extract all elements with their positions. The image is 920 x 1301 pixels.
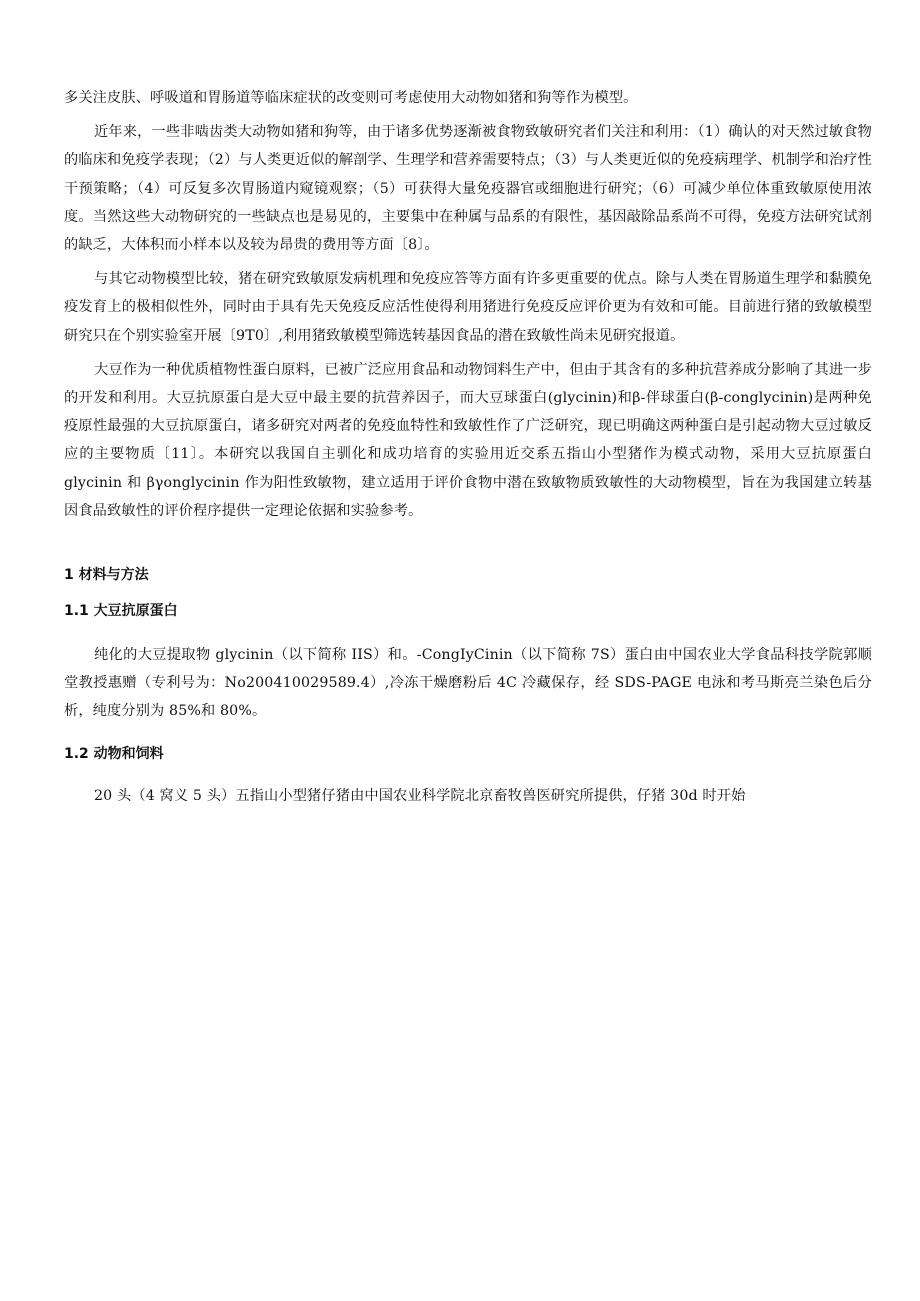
paragraph-animals: 20 头（4 窝义 5 头）五指山小型猪仔猪由中国农业科学院北京畜牧兽医研究所提供，仔猪 30d 时开始 [94,787,746,804]
subsection-heading-animals-feed: 1.2 动物和饲料 [64,745,164,762]
section-heading-materials-methods: 1 材料与方法 [64,567,149,584]
subsection-heading-soy-antigen: 1.1 大豆抗原蛋白 [64,603,178,620]
paragraph-pig-model: 与其它动物模型比较，猪在研究致敏原发病机理和免疫应答等方面有许多更重要的优点。除与人类在胃肠道生理学和黏膜免疫发育上的极相似性外，同时由于具有先天免疫反应活性使得利用猪进行免疫反应评价更为有效和可能。目前进行猪的致敏模型研究只在个别实验室开展〔9T0〕,利用猪致敏模型筛选转基因食品的潜在致敏性尚未见研究报道。 [64,271,872,344]
paragraph-large-animals: 近年来，一些非啮齿类大动物如猪和狗等，由于诸多优势逐渐被食物致敏研究者们关注和利用：（1）确认的对天然过敏食物的临床和免疫学表现；（2）与人类更近似的解剖学、生理学和营养需要特点；（3）与人类更近似的免疫病理学、机制学和治疗性干预策略；（4）可反复多次胃肠道内窥镜观察；（5）可获得大量免疫器官或细胞进行研究；（6）可减少单位体重致敏原使用浓度。当然这些大动物研究的一些缺点也是易见的，主要集中在种属与品系的有限性，基因敲除品系尚不可得，免疫方法研究试剂的缺乏，大体积而小样本以及较为昂贵的费用等方面〔8〕。 [64,124,872,254]
document-page [64,84,872,810]
paragraph-soybean: 大豆作为一种优质植物性蛋白原料，已被广泛应用食品和动物饲料生产中，但由于其含有的多种抗营养成分影响了其进一步的开发和利用。大豆抗原蛋白是大豆中最主要的抗营养因子，而大豆球蛋白(glycinin)和β-伴球蛋白(β-conglycinin)是两种免疫原性最强的大豆抗原蛋白，诸多研究对两者的免疫血特性和致敏性作了广泛研究，现已明确这两种蛋白是引起动物大豆过敏反应的主要物质〔11〕。本研究以我国自主驯化和成功培育的实验用近交系五指山小型猪作为模式动物，采用大豆抗原蛋白 glycinin 和 βγonglycinin 作为阳性致敏物，建立适用于评价食物中潜在致敏物质致敏性的大动物模型，旨在为我国建立转基因食品致敏性的评价程序提供一定理论依据和实验参考。 [64,361,872,519]
paragraph-continuation: 多关注皮肤、呼吸道和胃肠道等临床症状的改变则可考虑使用大动物如猪和狗等作为模型。 [64,90,638,106]
paragraph-protein-source: 纯化的大豆提取物 glycinin（以下简称 IIS）和。-CongIyCinin（以下简称 7S）蛋白由中国农业大学食品科技学院郭顺堂教授惠赠（专利号为：No200410029589.4）,冷冻干燥磨粉后 4C 冷藏保存，经 SDS-PAGE 电泳和考马斯亮兰染色后分析，纯度分别为 85%和 80%。 [64,647,872,720]
